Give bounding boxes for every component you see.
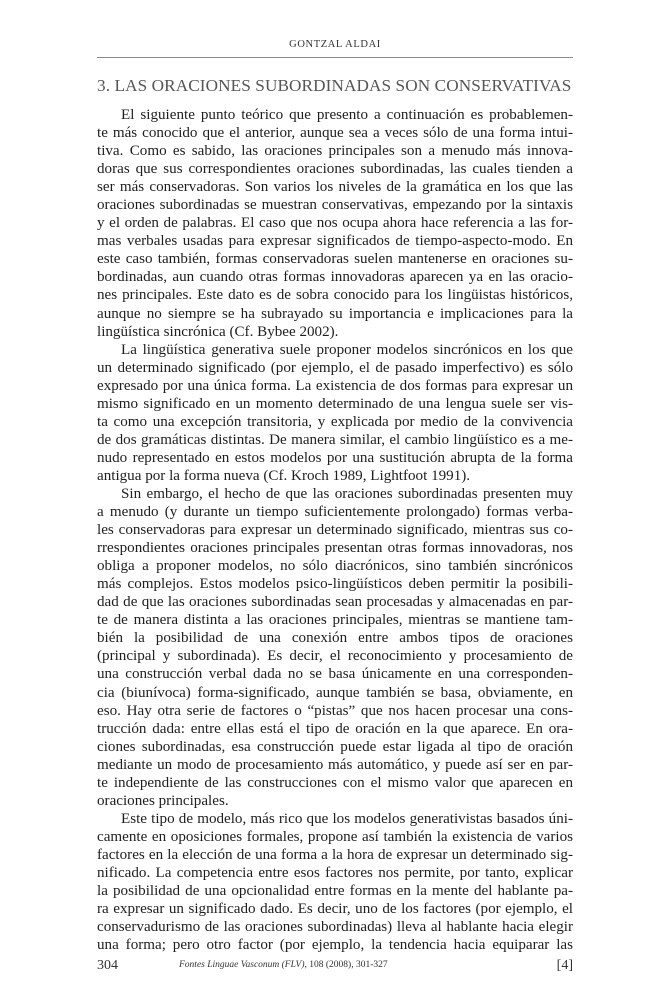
text-line: una construcción verbal dada no se basa únicamente en una corresponden- [97, 666, 573, 683]
text-line: lingüística sincrónica (Cf. Bybee 2002). [97, 323, 339, 340]
text-line: bién la posibilidad de una conexión entre ambos tipos de oraciones [97, 630, 573, 647]
text-line: nificado. La competencia entre esos factores nos permite, por tanto, explicar [97, 864, 573, 881]
text-line: mas verbales usadas para expresar significados de tiempo-aspecto-modo. En [97, 233, 573, 250]
section-heading: 3. LAS ORACIONES SUBORDINADAS SON CONSERVATIVAS [97, 76, 572, 95]
text-line: mediante un modo de procesamiento más automático, y puede así ser en par- [97, 756, 573, 773]
text-line: trucción dada: entre ellas está el tipo de oración en la que aparece. En ora- [97, 720, 573, 737]
text-line: conservadurismo de las oraciones subordinadas) lleva al hablante hacia elegir [97, 919, 573, 936]
text-line: dad de que las oraciones subordinadas sean procesadas y almacenadas en par- [97, 594, 573, 611]
text-line: les conservadoras para expresar un determinado significado, mientras sus co- [97, 522, 573, 539]
paragraph [97, 106, 573, 341]
text-line: la posibilidad de una opcionalidad entre formas en la mente del hablante pa- [97, 883, 573, 900]
text-line: y el orden de palabras. El caso que nos ocupa ahora hace referencia a las for- [97, 215, 573, 232]
text-line: eso. Hay otra serie de factores o “pistas” que nos hacen procesar una cons- [97, 702, 573, 719]
text-line: ciones subordinadas, esa construcción puede estar ligada al tipo de oración [97, 738, 573, 755]
text-line: Este tipo de modelo, más rico que los modelos generativistas basados úni- [121, 810, 573, 827]
text-line: nes principales. Este dato es de sobra conocido para los lingüistas históricos, [97, 287, 573, 304]
body-text [97, 106, 573, 954]
text-line: camente en oposiciones formales, propone así también la existencia de varios [97, 828, 573, 845]
text-line: doras que sus correspondientes oraciones subordinadas, las cuales tienden a [97, 161, 573, 178]
text-line: tiva. Como es sabido, las oraciones principales son a menudo más innova- [97, 143, 573, 160]
text-line: ta como una excepción transitoria, y explicada por medio de la convivencia [97, 413, 573, 430]
text-line: expresado por una única forma. La existencia de dos formas para expresar un [97, 377, 573, 394]
paragraph [97, 810, 573, 954]
text-line: un determinado significado (por ejemplo, el de pasado imperfectivo) es sólo [97, 359, 573, 376]
text-line: obliga a proponer modelos, no sólo diacrónicos, sino también sincrónicos [97, 558, 573, 575]
text-line: a menudo (y durante un tiempo suficientemente prolongado) formas verba- [97, 504, 573, 521]
text-line: nudo representado en estos modelos por una sustitución abrupta de la forma [97, 449, 573, 466]
text-line: mismo significado en un momento determinado de una lengua suele ser vis- [97, 395, 573, 412]
paragraph [97, 485, 573, 810]
text-line: te independiente de las construcciones con el mismo valor que aparecen en [97, 774, 573, 791]
text-line: una forma; pero otro factor (por ejemplo, la tendencia hacia equiparar las [97, 937, 573, 954]
text-line: bordinadas, aun cuando otras formas innovadoras aparecen ya en las oracio- [97, 269, 573, 286]
journal-details: , 108 (2008), 301-327 [304, 960, 388, 970]
page-number: 304 [97, 958, 118, 973]
paragraph [97, 341, 573, 485]
text-line: factores en la elección de una forma a la hora de expresar un determinado sig- [97, 846, 573, 863]
journal-title: Fontes Linguae Vasconum (FLV) [179, 960, 305, 970]
text-line: más complejos. Estos modelos psico-lingüísticos deben permitir la posibili- [97, 576, 573, 593]
running-head-author: GONTZAL ALDAI [289, 39, 381, 50]
text-line: te más conocido que el anterior, aunque sea a veces sólo de una forma intui- [97, 125, 573, 142]
text-line: ra expresar un significado dado. Es decir, uno de los factores (por ejemplo, el [97, 901, 573, 918]
text-line: cia (biunívoca) forma-significado, aunque también se basa, obviamente, en [97, 684, 573, 701]
text-line: oraciones subordinadas se muestran conservativas, empezando por la sintaxis [97, 197, 573, 214]
text-line: antigua por la forma nueva (Cf. Kroch 1989, Lightfoot 1991). [97, 467, 471, 484]
text-line: de dos gramáticas distintas. De manera similar, el cambio lingüístico es a me- [97, 431, 573, 448]
text-line: ser más conservadoras. Son varios los niveles de la gramática en los que las [97, 179, 573, 196]
text-line: aunque no siempre se ha subrayado su importancia e implicaciones para la [97, 305, 573, 322]
text-line: oraciones principales. [97, 792, 229, 809]
header-rule [97, 57, 573, 58]
article-page-number: [4] [556, 958, 573, 973]
text-line: Sin embargo, el hecho de que las oraciones subordinadas presenten muy [121, 485, 573, 502]
text-line: te de manera distinta a las oraciones principales, mientras se mantiene tam- [97, 612, 573, 629]
text-line: La lingüística generativa suele proponer modelos sincrónicos en los que [121, 341, 573, 358]
journal-citation [179, 960, 388, 970]
text-line: El siguiente punto teórico que presento a continuación es probablemen- [121, 107, 573, 123]
text-line: (principal y subordinada). Es decir, el reconocimiento y procesamiento de [97, 648, 573, 665]
page-footer [97, 958, 573, 978]
text-line: rrespondientes oraciones principales presentan otras formas innovadoras, nos [97, 540, 573, 557]
text-line: este caso también, formas conservadoras suelen mantenerse en oraciones su- [97, 251, 573, 268]
